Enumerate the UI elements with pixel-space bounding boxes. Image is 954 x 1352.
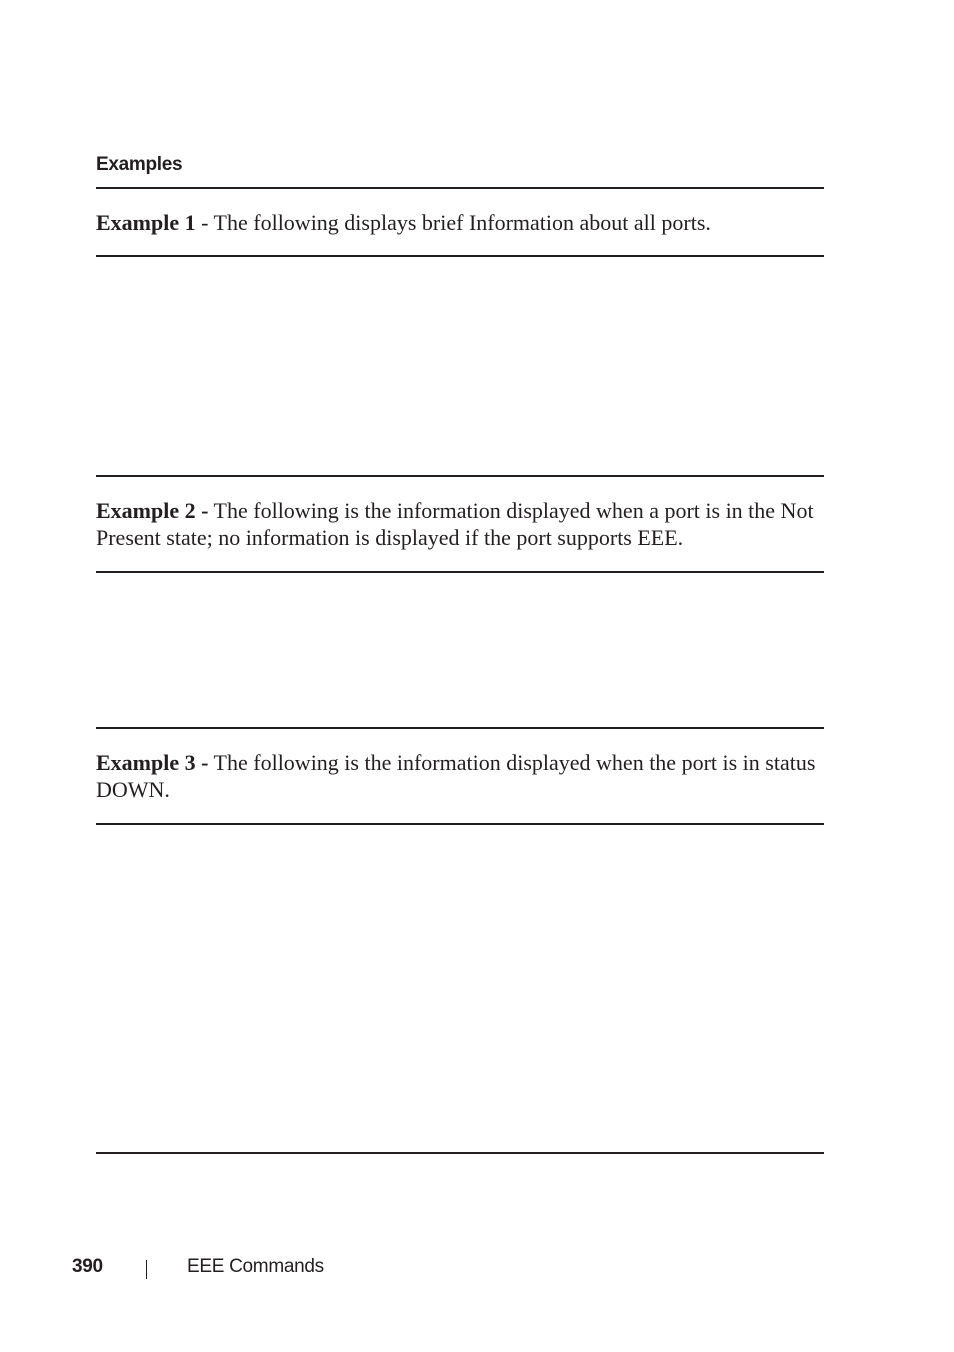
- page-number: 390: [72, 1256, 103, 1277]
- example-1-code-top-rule: [96, 255, 824, 257]
- example-3-code-bottom-rule: [96, 1152, 824, 1154]
- example-3-description: [96, 749, 826, 803]
- example-3-text: The following is the information displayed when the port is in status DOWN.: [96, 750, 816, 802]
- example-2-code-top-rule: [96, 571, 824, 573]
- example-2-code-bottom-rule: [96, 727, 824, 729]
- footer-separator: [146, 1260, 147, 1279]
- example-1-text: - The following displays brief Information about all ports.: [195, 210, 711, 235]
- section-heading: Examples: [96, 154, 183, 175]
- example-1-code-bottom-rule: [96, 475, 824, 477]
- example-3-label: Example 3 -: [96, 750, 209, 775]
- example-3-code-top-rule: [96, 823, 824, 825]
- example-1-description: [96, 209, 826, 236]
- example-1-label: Example 1: [96, 210, 196, 235]
- example-2-label: Example 2 -: [96, 498, 209, 523]
- example-2-text: The following is the information displayed when a port is in the Not Present state; no information is displayed if the port supports EEE.: [96, 498, 814, 550]
- footer-section-name: EEE Commands: [187, 1256, 324, 1277]
- top-rule: [96, 187, 824, 189]
- example-2-description: [96, 497, 826, 551]
